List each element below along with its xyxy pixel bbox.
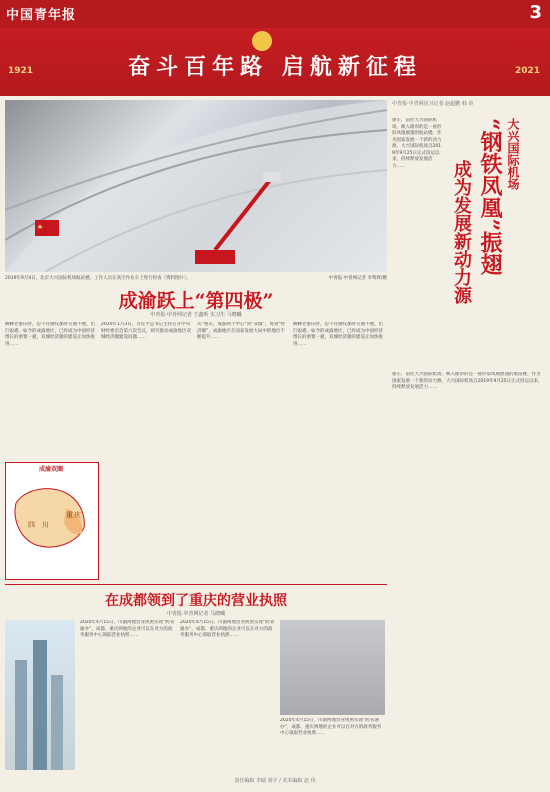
page-number: 3: [529, 2, 542, 23]
year-left: 1921: [8, 66, 34, 76]
map-label-2: 川: [42, 521, 49, 529]
main-body-col-3: 从“重庆、成都两个中心”到“双城”，再到“经济圈”，成渝地区在国家发展大局中的地位不断提升……: [197, 322, 286, 340]
main-headline: 成渝跃上“第四极”: [118, 290, 274, 312]
main-byline: 中青报·中青网记者 王鑫昕 实习生 马晓曦: [150, 312, 242, 318]
right-body-col-2: 驱车，前往大兴国际机场，映入眼帘的是一座形似凤凰展翅的航站楼。作为国家发展一个新的动力源，大兴国际机场自2019年9月25日正式投运以来，持续释放发展活力……: [392, 372, 543, 390]
main-body-col-1: 聊聊老重庆时，忍不住感叹那时交通不便、出行艰难。如今的成渝地区，已经成为中国经济增长的重要一极，双城经济圈的建设正加快推进……: [5, 322, 95, 347]
year-right: 2021: [514, 66, 540, 76]
second-body-col-2: 2020年4月15日，川渝两地营业执照实现“跨省通办”，成都、重庆两地的企业可以在对方的政务服务中心领取营业执照……: [180, 620, 275, 638]
map-box: [5, 462, 99, 580]
newspaper-name: 中国青年报: [6, 8, 77, 23]
second-body-col-1: 2020年4月15日，川渝两地营业执照实现“跨省通办”，成都、重庆两地的企业可以在对方的政务服务中心领取营业执照……: [80, 620, 175, 638]
map-label-4: 庆: [74, 511, 81, 519]
masthead: [0, 0, 550, 28]
second-headline: 在成都领到了重庆的营业执照: [105, 593, 287, 609]
airport-photo: [5, 100, 387, 272]
map-label-3: 重: [66, 511, 73, 519]
main-body-col-4: 聊聊老重庆时，忍不住感叹那时交通不便、出行艰难。如今的成渝地区，已经成为中国经济增长的重要一极，双城经济圈的建设正加快推进……: [293, 322, 383, 347]
map-label-1: 四: [28, 521, 35, 529]
footer-editor-line: 责任编辑 李硕 刘宇 / 美术编辑 赵 伟: [234, 778, 316, 784]
right-headline-b: 成为发展新动力源: [451, 160, 472, 304]
sichuan-chongqing-map: [6, 463, 98, 579]
skyline-illustration: [5, 620, 75, 770]
section-divider: [5, 584, 387, 585]
city-photo: [5, 620, 75, 770]
banner-title: 奋斗百年路 启航新征程: [128, 55, 422, 80]
airport-ceiling-illustration: [5, 100, 387, 272]
map-title: 成渝双圈: [38, 466, 63, 473]
party-emblem-icon: [252, 31, 272, 51]
right-kicker: 大兴国际机场: [506, 118, 520, 190]
photo-caption: 2019年9月4日，北京大兴国际机场航站楼，工作人员在高空作业车上进行检查（资料图片）。: [5, 276, 191, 281]
right-body-col-1: 驱车，前往大兴国际机场，映入眼帘的是一座形似凤凰展翅的航站楼。作为国家发展一个新的动力源，大兴国际机场自2019年9月25日正式投运以来，持续释放发展活力……: [392, 118, 442, 169]
photo-credit: 中青报·中青网记者 李隽辉/摄: [328, 276, 387, 281]
second-byline: 中青报·中青网记者 马晓曦: [166, 611, 226, 617]
right-bottom-photo: [280, 620, 385, 715]
right-byline: 中青报·中青网见习记者 赵超鹏 韩 章: [392, 101, 474, 107]
main-body-col-2: 2020年1月3日，习近平总书记主持召开中央财经委员会第六次会议，研究推动成渝地区双城经济圈建设问题……: [101, 322, 191, 340]
second-body-col-3: 2020年4月15日，川渝两地营业执照实现“跨省通办”，成都、重庆两地的企业可以在对方的政务服务中心领取营业执照……: [280, 718, 382, 736]
right-headline-a: “钢铁凤凰”振翅: [477, 118, 503, 276]
